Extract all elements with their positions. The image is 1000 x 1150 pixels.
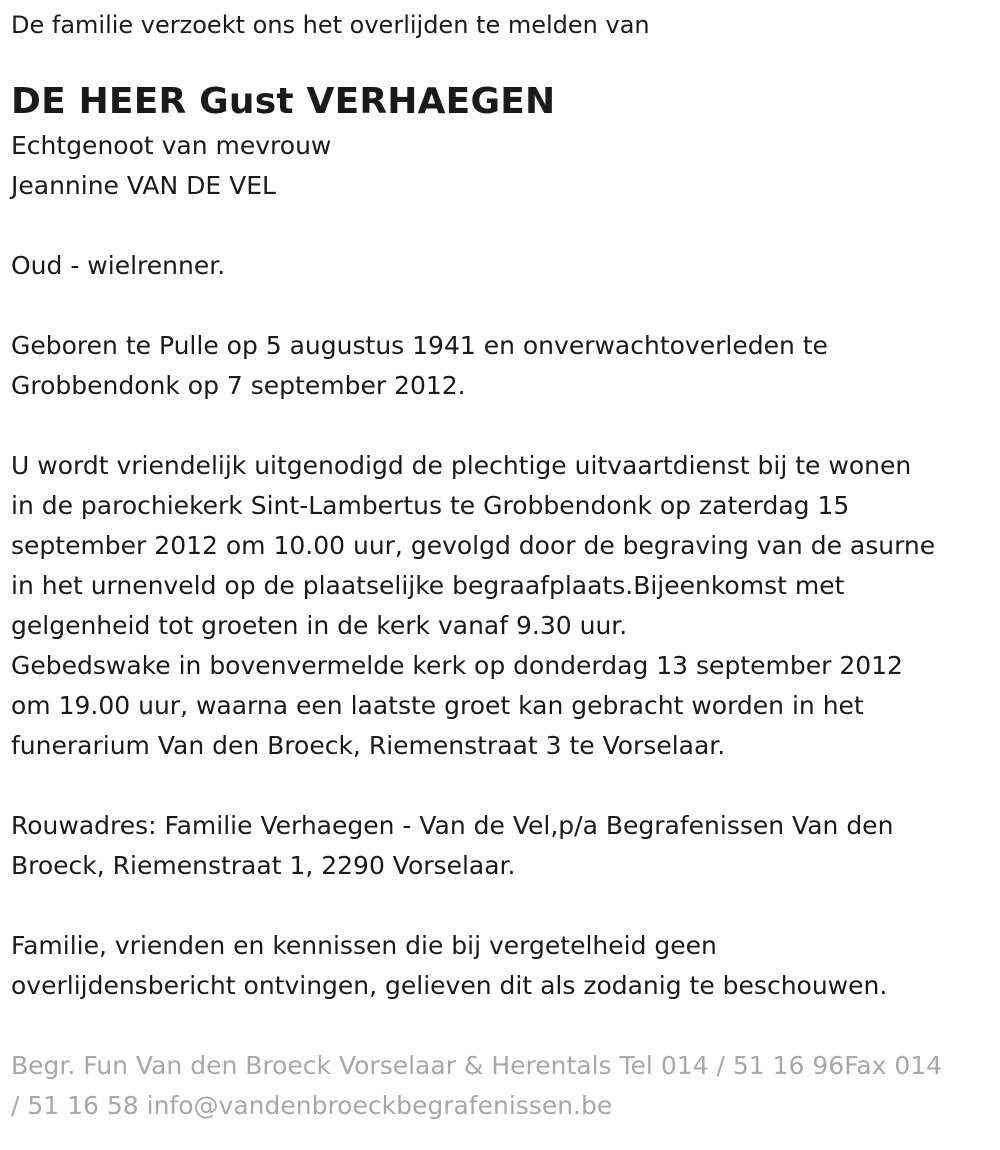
death-notice (11, 5, 991, 1126)
spacer (11, 1006, 991, 1046)
ceremony-line: in het urnenveld op de plaatselijke begraafplaats.Bijeenkomst met (11, 571, 845, 600)
spacer (11, 766, 991, 806)
occupation-text: Oud - wielrenner. (11, 251, 226, 280)
intro-text: De familie verzoekt ons het overlijden te melden van (11, 11, 650, 39)
birth-death-block (11, 326, 991, 406)
ceremony-line: in de parochiekerk Sint-Lambertus te Grobbendonk op zaterdag 15 (11, 491, 850, 520)
wake-line: om 19.00 uur, waarna een laatste groet kan gebracht worden in het (11, 691, 864, 720)
closing-line: overlijdensbericht ontvingen, gelieven dit als zodanig te beschouwen. (11, 971, 888, 1000)
ceremony-block (11, 446, 991, 766)
address-line: Broeck, Riemenstraat 1, 2290 Vorselaar. (11, 851, 516, 880)
spacer (11, 406, 991, 446)
spouse-line: Echtgenoot van mevrouw (11, 131, 332, 160)
closing-line: Familie, vrienden en kennissen die bij vergetelheid geen (11, 931, 717, 960)
spacer (11, 886, 991, 926)
deceased-name: DE HEER Gust VERHAEGEN (11, 81, 556, 122)
ceremony-line: U wordt vriendelijk uitgenodigd de plechtige uitvaartdienst bij te wonen (11, 451, 912, 480)
spacer (11, 206, 991, 246)
footer-line: / 51 16 58 info@vandenbroeckbegrafenissen.be (11, 1091, 613, 1120)
ceremony-line: gelgenheid tot groeten in de kerk vanaf 9.30 uur. (11, 611, 628, 640)
wake-line: funerarium Van den Broeck, Riemenstraat 3 te Vorselaar. (11, 731, 726, 760)
ceremony-line: september 2012 om 10.00 uur, gevolgd door de begraving van de asurne (11, 531, 936, 560)
footer-line: Begr. Fun Van den Broeck Vorselaar & Herentals Tel 014 / 51 16 96Fax 014 (11, 1051, 943, 1080)
funeral-home-footer (11, 1046, 991, 1126)
spouse-name: Jeannine VAN DE VEL (11, 171, 276, 200)
spouse-block (11, 126, 991, 206)
birth-death-line: Geboren te Pulle op 5 augustus 1941 en onverwachtoverleden te (11, 331, 828, 360)
birth-death-line: Grobbendonk op 7 september 2012. (11, 371, 466, 400)
closing-block (11, 926, 991, 1006)
wake-line: Gebedswake in bovenvermelde kerk op donderdag 13 september 2012 (11, 651, 903, 680)
mourning-address-block (11, 806, 991, 886)
spacer (11, 286, 991, 326)
address-line: Rouwadres: Familie Verhaegen - Van de Vel,p/a Begrafenissen Van den (11, 811, 894, 840)
